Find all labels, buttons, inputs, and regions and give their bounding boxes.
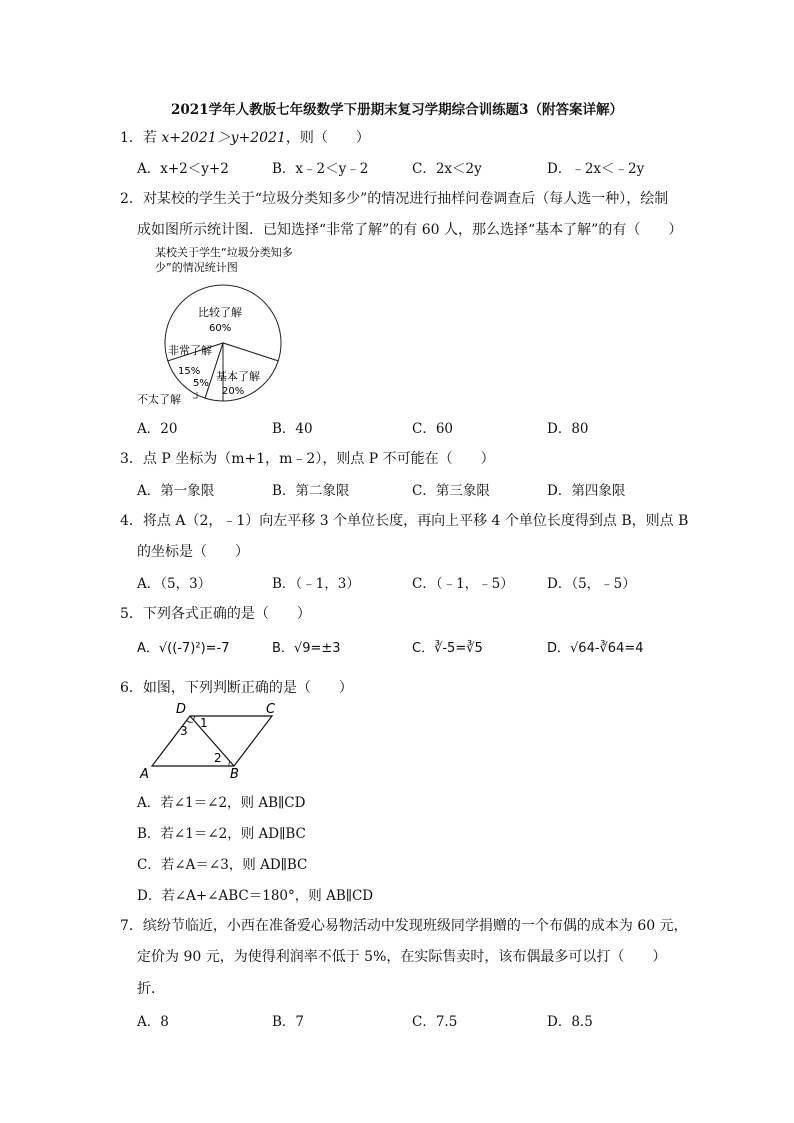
vertex-c: C — [266, 702, 276, 717]
pie-slices — [165, 285, 281, 401]
parallelogram-figure — [138, 700, 288, 782]
q4-option-c[interactable]: C．（﹣1，﹣5） — [412, 576, 514, 592]
q3-option-b[interactable]: B．第二象限 — [272, 483, 350, 499]
slice-label-bijiao: 比较了解 — [198, 306, 242, 319]
q7-option-d[interactable]: D．8.5 — [547, 1014, 593, 1030]
question-7-stem-line3: 折． — [137, 981, 165, 997]
q6-option-b[interactable]: B．若∠1＝∠2，则 AD∥BC — [137, 826, 306, 842]
question-5-stem: 5．下列各式正确的是（ ） — [120, 606, 311, 622]
question-3-stem: 3．点 P 坐标为（m+1，m﹣2），则点 P 不可能在（ ） — [120, 451, 495, 467]
q1-option-d[interactable]: D．﹣2x＜﹣2y — [547, 161, 645, 177]
q7-option-c[interactable]: C．7.5 — [412, 1014, 458, 1030]
angle-2-arc — [229, 762, 230, 767]
chart-title-line2: 少”的情况统计图 — [155, 261, 238, 274]
question-2-stem-line1: 2．对某校的学生关于“垃圾分类知多少”的情况进行抽样问卷调查后（每人选一种），绘制 — [120, 191, 669, 207]
q3-option-d[interactable]: D．第四象限 — [547, 483, 626, 499]
angle-1-arc — [194, 716, 195, 721]
q4-option-b[interactable]: B．（﹣1，3） — [272, 576, 360, 592]
q5-option-a[interactable]: A．√((-7)²)=-7 — [137, 641, 230, 656]
q2-option-c[interactable]: C．60 — [412, 421, 454, 437]
q7-option-b[interactable]: B．7 — [272, 1014, 305, 1030]
q6-option-a[interactable]: A．若∠1＝∠2，则 AB∥CD — [137, 795, 306, 811]
pie-chart-figure — [135, 240, 315, 410]
slice-label-jiben: 基本了解 — [216, 370, 260, 383]
question-1-stem: 1．若 x+2021＞y+2021，则（ ） — [120, 130, 370, 146]
question-7-stem-line2: 定价为 90 元，为使得利润率不低于 5%，在实际售卖时，该布偶最多可以打（ ） — [137, 949, 667, 965]
q4-option-d[interactable]: D．（5，﹣5） — [547, 576, 636, 592]
q3-option-c[interactable]: C．第三象限 — [412, 483, 490, 499]
angle-1-label: 1 — [200, 716, 208, 730]
slice-value-feichang: 15% — [178, 366, 201, 377]
slice-value-jiben: 20% — [222, 386, 245, 397]
q1-option-a[interactable]: A．x+2＜y+2 — [137, 161, 229, 177]
q6-option-c[interactable]: C．若∠A＝∠3，则 AD∥BC — [137, 857, 308, 873]
q1-option-c[interactable]: C．2x＜2y — [412, 161, 482, 177]
angle-3-arc — [187, 721, 193, 722]
q2-option-d[interactable]: D．80 — [547, 421, 589, 437]
chart-title-line1: 某校关于学生“垃圾分类知多 — [155, 246, 293, 259]
vertex-d: D — [176, 702, 187, 717]
question-4-stem-line1: 4．将点 A（2，﹣1）向左平移 3 个单位长度，再向上平移 4 个单位长度得到点 B，则点 B — [120, 513, 689, 529]
q1-option-b[interactable]: B．x﹣2＜y﹣2 — [272, 161, 369, 177]
q6-option-d[interactable]: D．若∠A+∠ABC＝180°，则 AB∥CD — [137, 888, 374, 904]
slice-label-feichang: 非常了解 — [168, 344, 212, 357]
slice-label-butai: 不太了解 — [137, 393, 181, 406]
question-6-stem: 6．如图，下列判断正确的是（ ） — [120, 680, 353, 696]
diagonal-db — [190, 716, 234, 766]
q2-option-b[interactable]: B．40 — [272, 421, 313, 437]
q5-option-d[interactable]: D．√64-∛64=4 — [547, 641, 644, 656]
angle-2-label: 2 — [214, 751, 222, 765]
q5-option-b[interactable]: B．√9=±3 — [272, 641, 341, 656]
slice-value-butai: 5% — [193, 378, 209, 389]
vertex-b: B — [230, 767, 239, 782]
q2-option-a[interactable]: A．20 — [137, 421, 178, 437]
question-4-stem-line2: 的坐标是（ ） — [137, 544, 249, 560]
q5-option-c[interactable]: C．∛-5=∛5 — [412, 641, 483, 656]
q3-option-a[interactable]: A．第一象限 — [137, 483, 215, 499]
slice-value-bijiao: 60% — [209, 323, 232, 334]
question-7-stem-line1: 7．缤纷节临近，小西在准备爱心易物活动中发现班级同学捐赠的一个布偶的成本为 60 元， — [120, 918, 688, 934]
angle-3-label: 3 — [180, 724, 188, 738]
vertex-a: A — [140, 767, 149, 782]
q7-option-a[interactable]: A．8 — [137, 1014, 169, 1030]
q4-option-a[interactable]: A．（5，3） — [137, 576, 212, 592]
document-title: 2021学年人教版七年级数学下册期末复习学期综合训练题3（附答案详解） — [171, 102, 623, 118]
question-2-stem-line2: 成如图所示统计图．已知选择“非常了解”的有 60 人，那么选择“基本了解”的有（ ） — [137, 222, 683, 238]
